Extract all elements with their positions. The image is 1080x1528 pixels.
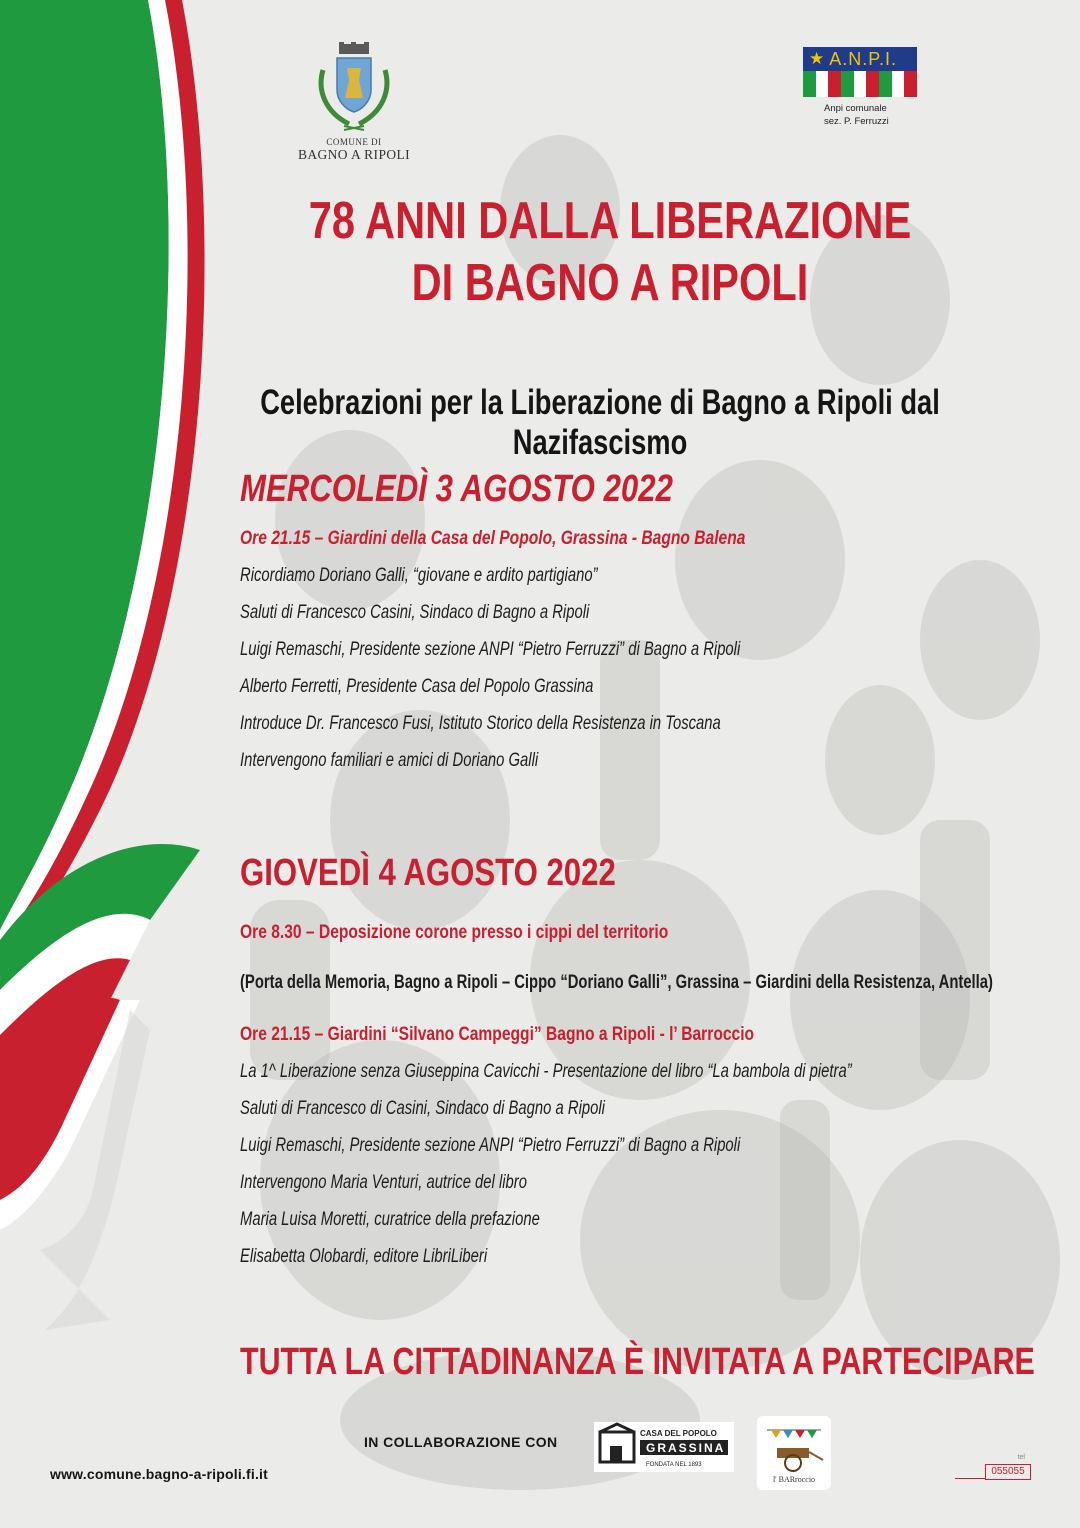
day2-event2-heading: Ore 21.15 – Giardini “Silvano Campeggi” Bagno a Ripoli - l’ Barroccio (240, 1023, 755, 1045)
title-line-1: 78 ANNI DALLA LIBERAZIONE (308, 192, 912, 250)
day2-line: Luigi Remaschi, Presidente sezione ANPI “Pietro Ferruzzi” di Bagno a Ripoli (240, 1135, 741, 1156)
day2-event1-heading: Ore 8.30 – Deposizione corone presso i cippi del territorio (240, 921, 669, 943)
day2-event1-detail: (Porta della Memoria, Bagno a Ripoli – Cippo “Doriano Galli”, Grassina – Giardini della Resistenza, Antella) (240, 972, 993, 993)
day1-line: Saluti di Francesco Casini, Sindaco di Bagno a Ripoli (240, 602, 590, 623)
day1-event-heading: Ore 21.15 – Giardini della Casa del Popolo, Grassina - Bagno Balena (240, 527, 746, 549)
comune-crest (288, 40, 420, 163)
subtitle: Celebrazioni per la Liberazione di Bagno a Ripoli dal Nazifascismo (260, 383, 940, 462)
cart-icon (757, 1416, 831, 1476)
partner2-name: l' BARroccio (772, 1475, 816, 1484)
tel-number: 055055 (985, 1464, 1031, 1480)
partner1-line3: FONDATA NEL 1893 (646, 1462, 702, 1468)
coat-of-arms-icon (309, 40, 399, 135)
star-icon: ★ (809, 49, 826, 68)
title-line-2: DI BAGNO A RIPOLI (411, 254, 809, 312)
comune-name: BAGNO A RIPOLI (297, 147, 411, 162)
day1-line: Introduce Dr. Francesco Fusi, Istituto Storico della Resistenza in Toscana (240, 713, 721, 734)
invitation-banner: TUTTA LA CITTADINANZA È INVITATA A PARTECIPARE (240, 1341, 1035, 1383)
day2-date: GIOVEDÌ 4 AGOSTO 2022 (240, 852, 616, 894)
day2-line: Saluti di Francesco di Casini, Sindaco di Bagno a Ripoli (240, 1098, 605, 1119)
barroccio-logo (757, 1416, 831, 1490)
anpi-flag-stripes (803, 71, 917, 97)
website-link[interactable]: www.comune.bagno-a-ripoli.fi.it (50, 1466, 269, 1482)
day1-line: Alberto Ferretti, Presidente Casa del Popolo Grassina (240, 676, 594, 697)
partner1-line1: CASA DEL POPOLO (640, 1429, 717, 1438)
anpi-logo-text: A.N.P.I. (829, 48, 897, 69)
telephone-box (955, 1454, 1035, 1484)
tel-label: tel (1017, 1454, 1025, 1461)
anpi-note: Anpi comunale sez. P. Ferruzzi (824, 103, 889, 127)
day2-line: Elisabetta Olobardi, editore LibriLiberi (240, 1246, 488, 1267)
page-title (250, 190, 970, 314)
day1-date: MERCOLEDÌ 3 AGOSTO 2022 (240, 468, 673, 510)
comune-label: COMUNE DI (326, 137, 382, 147)
collaboration-label: IN COLLABORAZIONE CON (364, 1434, 558, 1450)
day2-line: Intervengono Maria Venturi, autrice del libro (240, 1172, 527, 1193)
casa-del-popolo-logo (594, 1422, 734, 1472)
anpi-logo (803, 47, 917, 128)
day2-line: Maria Luisa Moretti, curatrice della prefazione (240, 1209, 540, 1230)
partner1-line2: GRASSINA (646, 1441, 726, 1455)
day1-line: Intervengono familiari e amici di Doriano Galli (240, 750, 539, 771)
day1-line: Luigi Remaschi, Presidente sezione ANPI “Pietro Ferruzzi” di Bagno a Ripoli (240, 639, 741, 660)
day2-line: La 1^ Liberazione senza Giuseppina Cavicchi - Presentazione del libro “La bambola di pietra” (240, 1061, 852, 1082)
day1-line: Ricordiamo Doriano Galli, “giovane e ardito partigiano” (240, 565, 598, 586)
